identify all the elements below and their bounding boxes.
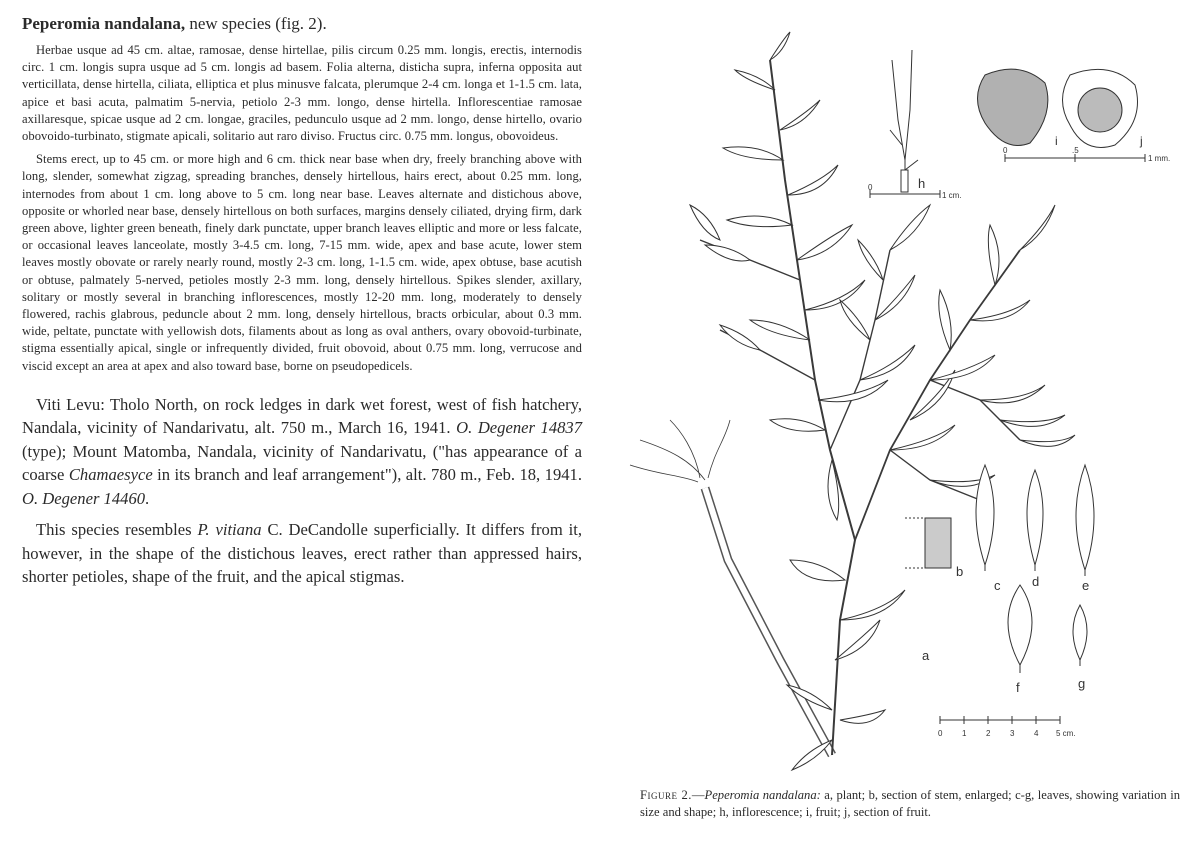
collector-2: O. Degener 14460 xyxy=(22,488,146,508)
figure-caption xyxy=(640,787,1180,821)
scale-tick: 1 mm. xyxy=(1148,154,1171,163)
leaf xyxy=(780,100,820,130)
scale-tick: 0 xyxy=(1003,146,1008,155)
locality-text-3: in its branch and leaf arrangement"), alt. 780 m., Feb. 18, 1941. xyxy=(152,465,582,485)
scale-tick: 0 xyxy=(938,729,943,738)
label-h: h xyxy=(918,176,926,191)
leaf xyxy=(840,300,870,340)
label-a: a xyxy=(922,648,930,663)
caption-text: a, plant; b, section of stem, enlarged; c-g, leaves, showing variation in size and shape; h, inflorescence; i, fruit; j, section of fruit. xyxy=(640,787,1180,819)
leaf xyxy=(750,320,810,340)
leaf xyxy=(818,380,888,402)
caption-label: Figure 2. xyxy=(640,787,692,802)
caption-species: Peperomia nandalana: xyxy=(704,787,821,802)
locality-paragraph xyxy=(22,393,582,511)
inflorescence xyxy=(870,50,940,198)
species-name: Peperomia nandalana, xyxy=(22,14,186,33)
scale-tick: 1 xyxy=(962,729,967,738)
leaf xyxy=(835,620,880,660)
fruit xyxy=(978,69,1048,145)
leaf xyxy=(939,290,952,350)
leaf xyxy=(858,240,883,280)
leaf xyxy=(970,300,1030,321)
species-heading xyxy=(22,14,582,34)
label-i: i xyxy=(1055,134,1058,148)
leaf xyxy=(805,280,865,310)
compared-species: P. vitiana xyxy=(197,520,262,540)
leaf xyxy=(828,460,839,520)
english-description: Stems erect, up to 45 cm. or more high and 6 cm. thick near base when dry, freely branching above with long, slender, somewhat zigzag, spreading branches, densely hirtellous, hairs erect, about 0.25 mm. long, internodes from about 1 cm. long above to 5 cm. long near base. Leaves alternate and distichous above, opposite or whorled near base, densely hirtellous on both surfaces, margins densely ciliated, drying firm, dark green above, lighter green beneath, finely dark punctate, upper branch leaves elliptic and more or less falcate, or occasional leaves lanceolate, mostly 3-4.5 cm. long, 7-15 mm. wide, apex and base acute, lower stem leaves mostly obovate or rarely nearly round, mostly 2-3 cm. long, 1-1.5 cm. wide, apex obtuse, base acutish or obtuse, palmately 5-nerved, petioles mostly 2-3 mm. long, densely hirtellous. Spikes slender, axillary, solitary or mostly several in branching inflorescences, mostly 12-20 mm. long, moderately to densely flowered, rachis glabrous, peduncle about 2 mm. long, densely hirtellous, bracts orbicular, about 0.3 mm. wide, peltate, punctate with yellowish dots, filaments about as long as oval anthers, ovary obovoid-turbinate, stigma essentially apical, single or infrequently divided, fruit obovoid, about 0.75 mm. long, verrucose and viscid except an area at apex and also toward base, borne on pseudopedicels. xyxy=(22,152,582,373)
scale-tick: 0 xyxy=(868,183,873,192)
fruit-scale-bar xyxy=(1005,154,1145,162)
leaf xyxy=(980,385,1045,403)
text-column xyxy=(22,14,582,597)
leaf xyxy=(840,590,905,620)
remark-paragraph xyxy=(22,518,582,589)
genus-name: Chamaesyce xyxy=(68,465,153,485)
leaf xyxy=(875,275,915,320)
scale-tick: 4 xyxy=(1034,729,1039,738)
leaf xyxy=(840,710,885,723)
leaf xyxy=(727,216,792,227)
leaf xyxy=(890,425,955,450)
locality-text-4: . xyxy=(145,488,150,508)
leaf xyxy=(792,740,832,770)
scale-tick: 1 cm. xyxy=(942,191,962,200)
collector-1: O. Degener 14837 xyxy=(456,418,583,438)
fruit-section xyxy=(1063,69,1138,147)
locality-text-1: Viti Levu: Tholo North, on rock ledges in dark wet forest, west of fish hatchery, Nandala, vicinity of Nandarivatu, alt. 750 m., March 16, 1941. xyxy=(22,394,582,438)
leaf xyxy=(788,165,838,195)
caption-dash: — xyxy=(691,787,705,802)
remark-text-2: C. DeCandolle superficially. It differs from it, however, in the shape of the distichous leaves, erect rather than appressed hairs, shorter petioles, shape of the fruit, and the apical stigmas. xyxy=(22,520,583,587)
label-b: b xyxy=(956,564,964,579)
botanical-figure xyxy=(600,20,1200,772)
stem-section xyxy=(905,518,963,579)
detail-leaves xyxy=(976,465,1094,673)
leaf xyxy=(1020,205,1055,250)
scale-tick: .5 xyxy=(1072,146,1079,155)
leaf xyxy=(770,419,825,432)
leaf xyxy=(1020,435,1075,446)
leaf xyxy=(860,345,915,380)
label-j: j xyxy=(1140,134,1143,148)
leaf xyxy=(723,147,783,160)
leaf xyxy=(1000,415,1065,426)
leaf xyxy=(690,205,720,240)
leaf xyxy=(988,225,999,285)
scale-tick: 5 cm. xyxy=(1056,729,1076,738)
label-f: f xyxy=(1016,680,1020,695)
scale-tick: 3 xyxy=(1010,729,1015,738)
roots xyxy=(630,420,730,482)
leaf xyxy=(735,70,775,90)
leaf xyxy=(770,32,790,60)
leaf xyxy=(797,225,852,260)
leaf xyxy=(890,205,930,250)
leaf xyxy=(930,355,995,380)
plant-scale-bar xyxy=(940,716,1060,724)
remark-text-1: This species resembles xyxy=(36,520,198,540)
label-e: e xyxy=(1082,578,1090,593)
leaf xyxy=(790,560,845,581)
label-g: g xyxy=(1078,676,1086,691)
heading-rest: new species (fig. 2). xyxy=(185,14,327,33)
locality-text-2: (type); Mount Matomba, Nandala, vicinity of Nandarivatu, ("has appearance of a coarse xyxy=(22,441,582,485)
latin-description: Herbae usque ad 45 cm. altae, ramosae, dense hirtellae, pilis circum 0.25 mm. longis, erectis, internodis circ. 1 cm. longis supra usque ad 5 cm. longis ad basem. Folia alterna, disticha supra, inferna opposita aut verticillata, dense hirtella, ciliata, elliptica et plus minusve falcata, plerumque 2-4 cm. longa et 1-1.5 cm. lata, apice et basi acuta, palmatim 5-nervia, petiolo 2-3 mm. longo, dense hirtella. Inflorescentiae ramosae axillaresque, spicae usque ad 2 cm. longae, graciles, pedunculo usque ad 2 mm. longo, dense hirtello, ovario obovoido-turbinato, stigmate apicali, solitario aut raro diviso. Fructus circ. 0.75 mm. longus, obovoideus. xyxy=(22,43,582,144)
leaf xyxy=(720,325,760,350)
leaf xyxy=(705,245,750,261)
branch-upper xyxy=(770,60,855,755)
label-d: d xyxy=(1032,574,1040,589)
scale-tick: 2 xyxy=(986,729,991,738)
label-c: c xyxy=(994,578,1001,593)
